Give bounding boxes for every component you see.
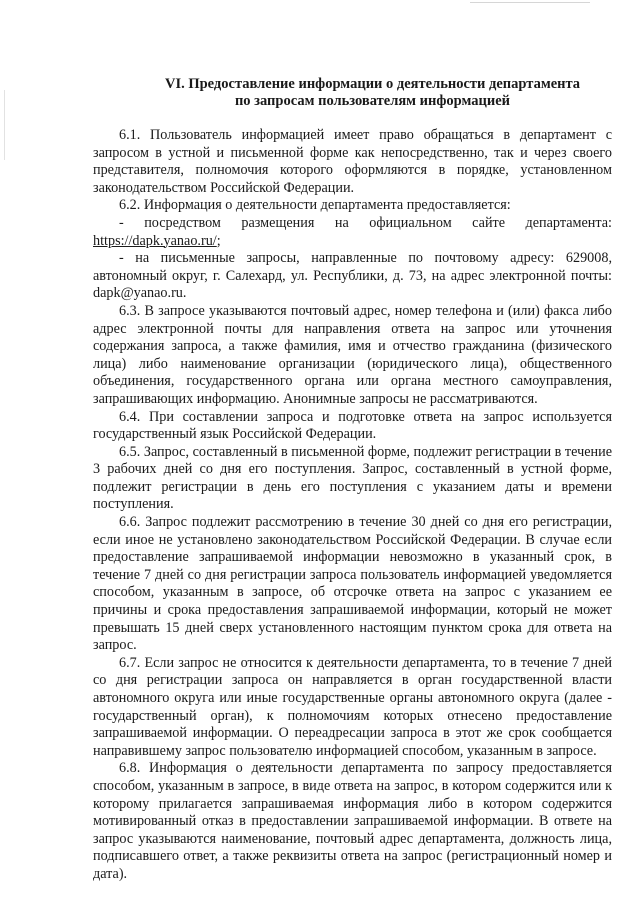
paragraph-6-7: 6.7. Если запрос не относится к деятельности департамента, то в течение 7 дней со дня регистрации запроса он направляется в орган государственной власти автономного округа или иные государственные органы автономного округа (далее - государственный орган), к полномочиям которых отнесено предоставление запрашиваемой информации. О переадресации запроса в этот же срок сообщается направившему запрос пользователю информацией способом, указанным в запросе.	[93, 654, 612, 759]
section-heading-line-2: по запросам пользователям информацией	[234, 93, 511, 109]
paragraph-6-5: 6.5. Запрос, составленный в письменной форме, подлежит регистрации в течение 3 рабочих дней со дня его поступления. Запрос, составленный в устной форме, подлежит регистрации в день его поступления с указанием даты и времени поступления.	[93, 443, 612, 513]
website-link[interactable]: https://dapk.yanao.ru/	[93, 232, 217, 249]
website-prefix: - посредством размещения на официальном сайте департамента:	[119, 214, 612, 231]
paragraph-6-2-website	[93, 215, 612, 250]
paragraph-6-2: 6.2. Информация о деятельности департамента предоставляется:	[119, 197, 511, 214]
paragraph-6-4: 6.4. При составлении запроса и подготовке ответа на запрос используется государственный язык Российской Федерации.	[93, 408, 612, 443]
website-suffix: ;	[216, 232, 221, 249]
section-heading-line-1: VI. Предоставление информации о деятельности департамента	[164, 76, 581, 92]
paragraph-6-6: 6.6. Запрос подлежит рассмотрению в течение 30 дней со дня его регистрации, если иное не установлено законодательством Российской Федерации. В случае если предоставление запрашиваемой информации невозможно в указанный срок, в течение 7 дней со дня регистрации запроса пользователь информацией уведомляется способом, указанным в запросе, об отсрочке ответа на запрос с указанием ее причины и срока предоставления запрашиваемой информации, который не может превышать 15 дней сверх установленного настоящим пунктом срока для ответа на запрос.	[93, 514, 612, 654]
scan-artifact-left	[4, 90, 5, 160]
paragraph-6-3: 6.3. В запросе указываются почтовый адрес, номер телефона и (или) факса либо адрес электронной почты для направления ответа на запрос или уточнения содержания запроса, а также фамилия, имя и отчество гражданина (физического лица) либо наименование организации (юридического лица), общественного объединения, государственного органа или органа местного самоуправления, запрашивающих информацию. Анонимные запросы не рассматриваются.	[93, 302, 612, 407]
paragraph-6-1: 6.1. Пользователь информацией имеет право обращаться в департамент с запросом в устной и письменной форме как непосредственно, так и через своего представителя, полномочия которого оформляются в порядке, установленном законодательством Российской Федерации.	[93, 127, 612, 196]
scan-artifact-top	[470, 2, 590, 3]
paragraph-6-2-postal: - на письменные запросы, направленные по почтовому адресу: 629008, автономный округ, г. Салехард, ул. Республики, д. 73, на адрес электронной почты: dapk@yanao.ru.	[93, 250, 612, 302]
paragraph-6-8: 6.8. Информация о деятельности департамента по запросу предоставляется способом, указанным в запросе, в виде ответа на запрос, в котором содержится или к которому прилагается запрашиваемая информация либо в котором содержится мотивированный отказ в предоставлении запрашиваемой информации. В ответе на запрос указываются наименование, почтовый адрес департамента, должность лица, подписавшего ответ, а также реквизиты ответа на запрос (регистрационный номер и дата).	[93, 760, 612, 882]
section-heading	[93, 76, 612, 110]
